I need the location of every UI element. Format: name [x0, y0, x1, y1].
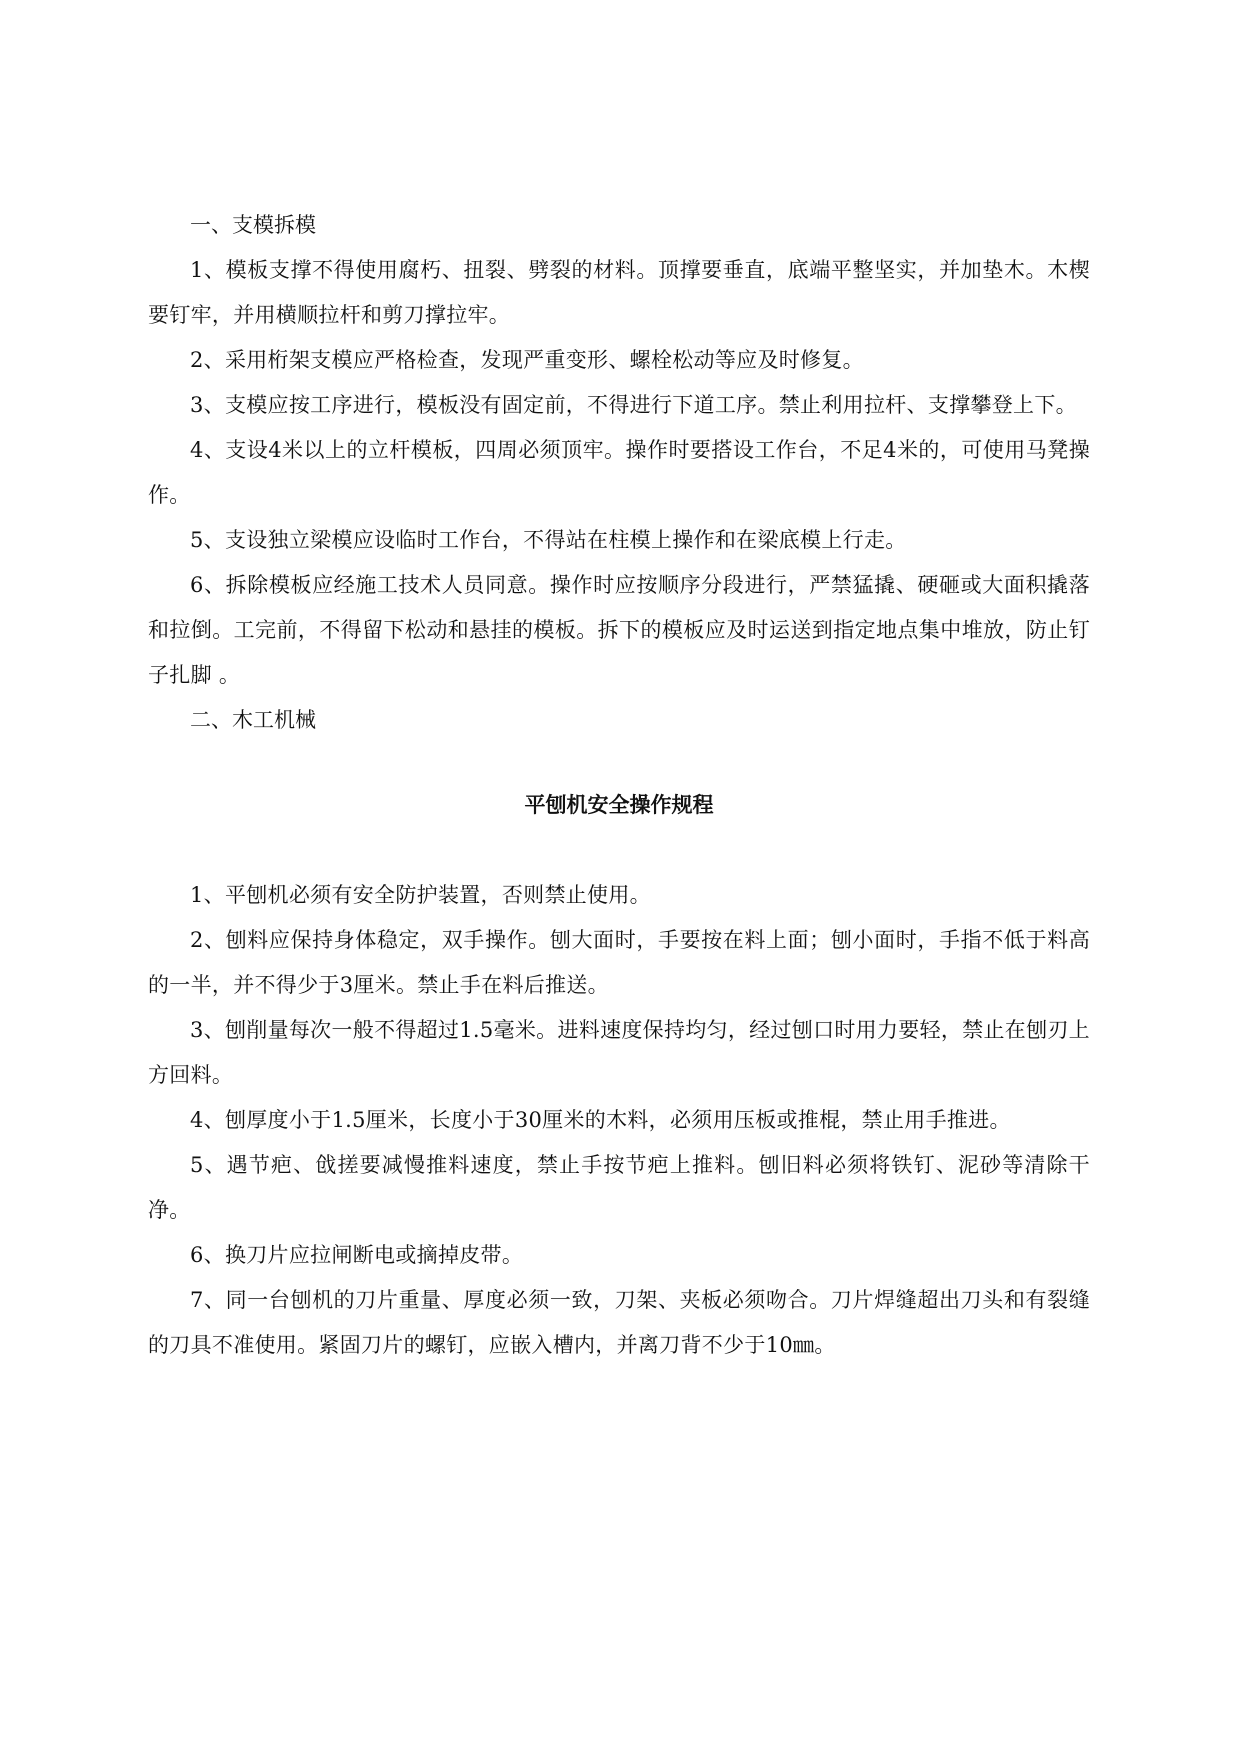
spacer [148, 743, 1090, 783]
formwork-item-6: 6、拆除模板应经施工技术人员同意。操作时应按顺序分段进行，严禁猛撬、硬砸或大面积撬落和拉倒。工完前，不得留下松动和悬挂的模板。拆下的模板应及时运送到指定地点集中堆放，防止钉子扎脚 。 [148, 573, 1090, 687]
formwork-item-3: 3、支模应按工序进行，模板没有固定前，不得进行下道工序。禁止利用拉杆、支撑攀登上下。 [190, 393, 1077, 417]
spacer [148, 828, 1090, 873]
formwork-item-2: 2、采用桁架支模应严格检查，发现严重变形、螺栓松动等应及时修复。 [190, 348, 864, 372]
planer-item-7: 7、同一台刨机的刀片重量、厚度必须一致，刀架、夹板必须吻合。刀片焊缝超出刀头和有裂缝的刀具不准使用。紧固刀片的螺钉，应嵌入槽内，并离刀背不少于10㎜。 [148, 1288, 1090, 1357]
planer-item-6: 6、换刀片应拉闸断电或摘掉皮带。 [190, 1243, 524, 1267]
formwork-item-5: 5、支设独立梁模应设临时工作台，不得站在柱模上操作和在梁底模上行走。 [190, 528, 907, 552]
planer-item-2: 2、刨料应保持身体稳定，双手操作。刨大面时，手要按在料上面；刨小面时，手指不低于料高的一半，并不得少于3厘米。禁止手在料后推送。 [148, 928, 1090, 997]
planer-title: 平刨机安全操作规程 [524, 793, 714, 817]
formwork-item-4: 4、支设4米以上的立杆模板，四周必须顶牢。操作时要搭设工作台，不足4米的，可使用马凳操作。 [148, 438, 1090, 507]
planer-item-3: 3、刨削量每次一般不得超过1.5毫米。进料速度保持均匀，经过刨口时用力要轻，禁止在刨刃上方回料。 [148, 1018, 1090, 1087]
planer-item-1: 1、平刨机必须有安全防护装置，否则禁止使用。 [190, 883, 651, 907]
section-heading-formwork: 一、支模拆模 [190, 213, 316, 237]
formwork-item-1: 1、模板支撑不得使用腐朽、扭裂、劈裂的材料。顶撑要垂直，底端平整坚实，并加垫木。木楔要钉牢，并用横顺拉杆和剪刀撑拉牢。 [148, 258, 1090, 327]
document-page [148, 203, 1090, 1368]
planer-item-5: 5、遇节疤、戗搓要减慢推料速度，禁止手按节疤上推料。刨旧料必须将铁钉、泥砂等清除干净。 [148, 1153, 1090, 1222]
planer-item-4: 4、刨厚度小于1.5厘米，长度小于30厘米的木料，必须用压板或推棍，禁止用手推进。 [190, 1108, 1011, 1132]
section-heading-woodworking: 二、木工机械 [190, 708, 316, 732]
